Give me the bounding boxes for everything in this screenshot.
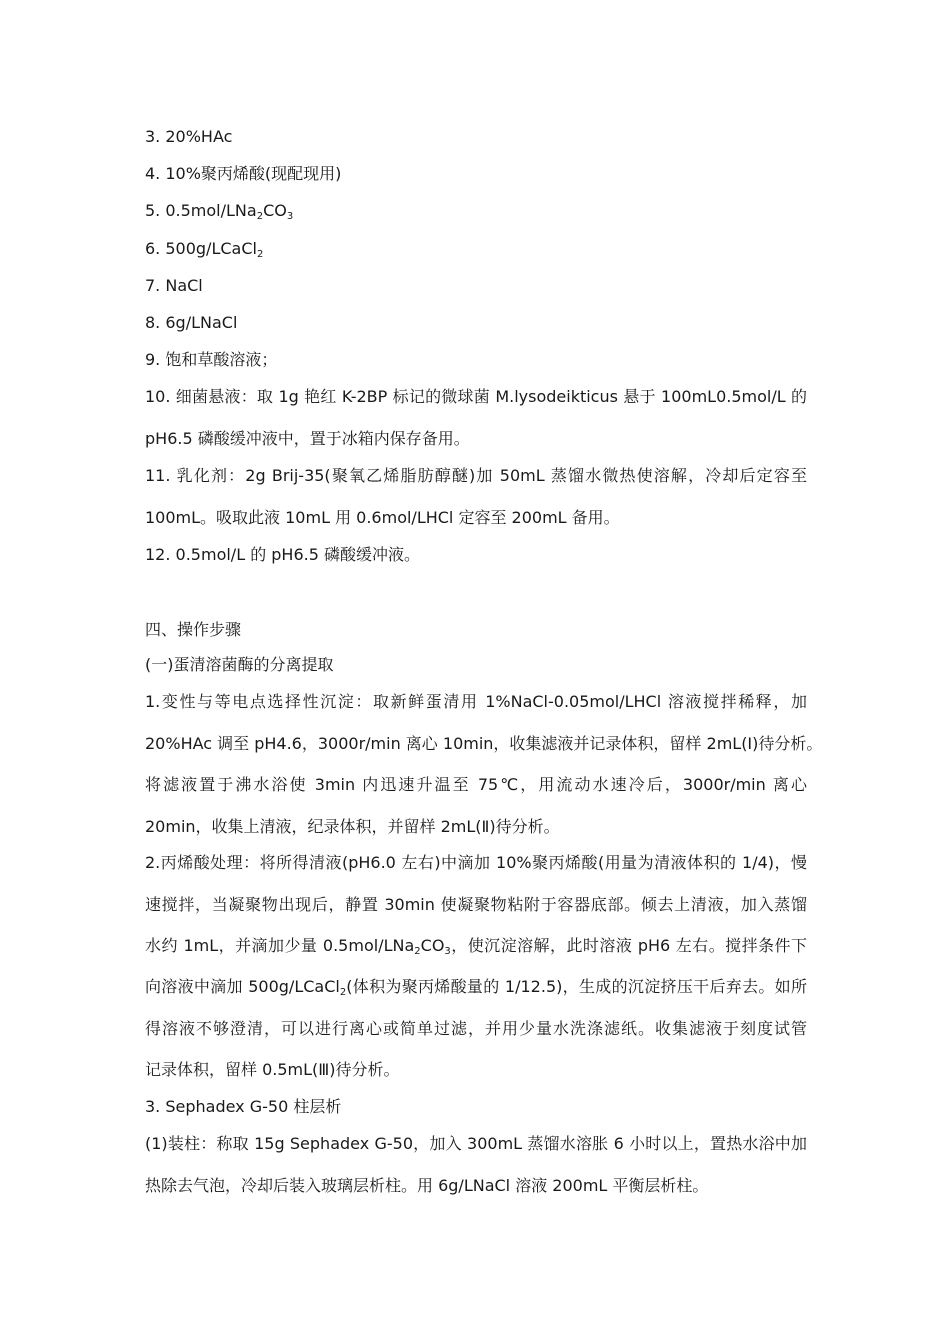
step2-line-2: 速搅拌，当凝聚物出现后，静置 30min 使凝聚物粘附于容器底部。倾去上清液，加入蒸馏 bbox=[145, 895, 807, 914]
reagent-item-6: 6. 500g/LCaCl$_2$ bbox=[145, 239, 264, 260]
step2-line-4: 向溶液中滴加 500g/LCaCl$_2$(体积为聚丙烯酸量的 1/12.5)，生成的沉淀挤压干后弃去。如所 bbox=[145, 977, 807, 998]
reagent-item-12: 12. 0.5mol/L 的 pH6.5 磷酸缓冲液。 bbox=[145, 545, 420, 564]
reagent-item-10-cont: pH6.5 磷酸缓冲液中，置于冰箱内保存备用。 bbox=[145, 429, 470, 448]
reagent-item-11: 11. 乳化剂：2g Brij-35(聚氧乙烯脂肪醇醚)加 50mL 蒸馏水微热使溶解，冷却后定容至 bbox=[145, 466, 807, 485]
step2-line-5: 得溶液不够澄清，可以进行离心或简单过滤，并用少量水洗涤滤纸。收集滤液于刻度试管 bbox=[145, 1019, 807, 1038]
step1-line-1: 1.变性与等电点选择性沉淀：取新鲜蛋清用 1%NaCl-0.05mol/LHCl 溶液搅拌稀释，加 bbox=[145, 692, 807, 711]
reagent-item-7: 7. NaCl bbox=[145, 276, 203, 295]
reagent-item-5: 5. $0.5mol/LNa_2CO_3$ bbox=[145, 201, 294, 222]
section-heading: 四、操作步骤 bbox=[145, 620, 242, 639]
sub-heading: (一)蛋清溶菌酶的分离提取 bbox=[145, 655, 334, 674]
step3-title: 3. Sephadex G-50 柱层析 bbox=[145, 1097, 342, 1116]
reagent-item-9: 9. 饱和草酸溶液； bbox=[145, 350, 278, 369]
reagent-item-8: 8. 6g/LNaCl bbox=[145, 313, 238, 332]
step1-line-3: 将滤液置于沸水浴使 3min 内迅速升温至 75℃，用流动水速冷后，3000r/min 离心 bbox=[145, 775, 807, 794]
reagent-item-10: 10. 细菌悬液：取 1g 艳红 K-2BP 标记的微球菌 M.lysodeikticus 悬于 100mL0.5mol/L 的 bbox=[145, 387, 807, 406]
step2-line-6: 记录体积，留样 0.5mL(Ⅲ)待分析。 bbox=[145, 1060, 400, 1079]
step2-line-3: 水约 1mL，并滴加少量 $0.5mol/LNa_2CO_3$，使沉淀溶解，此时溶液 pH6 左右。搅拌条件下 bbox=[145, 936, 807, 957]
reagent-item-4: 4. 10%聚丙烯酸(现配现用) bbox=[145, 164, 342, 183]
reagent-item-3: 3. 20%HAc bbox=[145, 127, 233, 146]
reagent-item-11-cont: 100mL。吸取此液 10mL 用 0.6mol/LHCl 定容至 200mL 备用。 bbox=[145, 508, 620, 527]
step1-line-4: 20min，收集上清液，纪录体积，并留样 2mL(Ⅱ)待分析。 bbox=[145, 817, 560, 836]
step3-line-2: 热除去气泡，冷却后装入玻璃层析柱。用 6g/LNaCl 溶液 200mL 平衡层析柱。 bbox=[145, 1176, 709, 1195]
step2-line-1: 2.丙烯酸处理：将所得清液(pH6.0 左右)中滴加 10%聚丙烯酸(用量为清液体积的 1/4)，慢 bbox=[145, 853, 807, 872]
step3-line-1: (1)装柱：称取 15g Sephadex G-50，加入 300mL 蒸馏水溶胀 6 小时以上，置热水浴中加 bbox=[145, 1134, 807, 1153]
step1-line-2: 20%HAc 调至 pH4.6，3000r/min 离心 10min，收集滤液并记录体积，留样 2mL(Ⅰ)待分析。 bbox=[145, 734, 823, 753]
